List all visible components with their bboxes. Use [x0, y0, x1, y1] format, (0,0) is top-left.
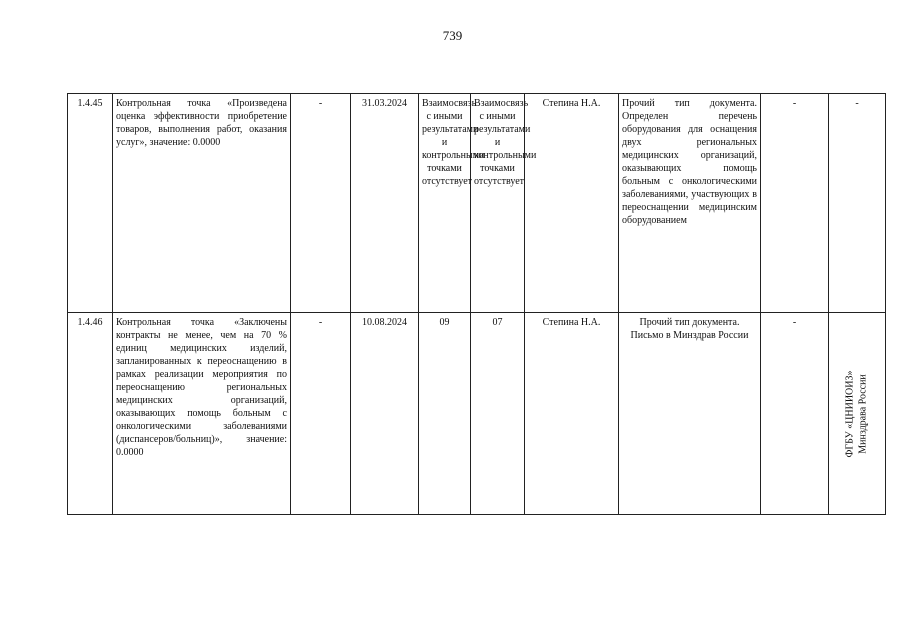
table-row: [68, 313, 886, 515]
column-3-value: -: [291, 94, 351, 313]
document-description: Прочий тип документа. Определен перечень оборудования для оснащения двух региональных медицинских организаций, оказывающих помощь больным с онкологическими заболеваниями, участвующих в переоснащении медицинским оборудованием: [619, 94, 761, 313]
link-next: Взаимосвязь с иными результатами и контрольными точками отсутствует: [471, 94, 525, 313]
column-9-value: -: [761, 313, 829, 515]
responsible-person: Степина Н.А.: [525, 313, 619, 515]
column-10-value: -: [829, 94, 886, 313]
responsible-person: Степина Н.А.: [525, 94, 619, 313]
link-previous: Взаимосвязь с иными результатами и контрольными точками отсутствует: [419, 94, 471, 313]
control-point-name: Контрольная точка «Произведена оценка эффективности приобретение товаров, выполнения работ, оказания услуг», значение: 0.0000: [113, 94, 291, 313]
column-3-value: -: [291, 313, 351, 515]
organization-name: ФГБУ «ЦНИИОИЗ»: [844, 370, 856, 457]
due-date: 10.08.2024: [351, 313, 419, 515]
page-number: 739: [442, 28, 463, 43]
link-next: 07: [471, 313, 525, 515]
column-9-value: -: [761, 94, 829, 313]
organization-cell: [829, 313, 886, 515]
document-description: Прочий тип документа. Письмо в Минздрав России: [619, 313, 761, 515]
due-date: 31.03.2024: [351, 94, 419, 313]
table-row: [68, 94, 886, 313]
organization-vertical-text: [845, 370, 870, 457]
organization-ministry: Минздрава России: [857, 373, 868, 454]
row-number: 1.4.45: [68, 94, 113, 313]
control-points-table: [67, 93, 886, 515]
control-point-name: Контрольная точка «Заключены контракты не менее, чем на 70 % единиц медицинских изделий, запланированных к переоснащению в рамках реализации мероприятия по переоснащению региональных медицинских организаций, оказывающих помощь больным с онкологическими заболеваниями (диспансеров/больниц)», значение: 0.0000: [113, 313, 291, 515]
link-previous: 09: [419, 313, 471, 515]
row-number: 1.4.46: [68, 313, 113, 515]
